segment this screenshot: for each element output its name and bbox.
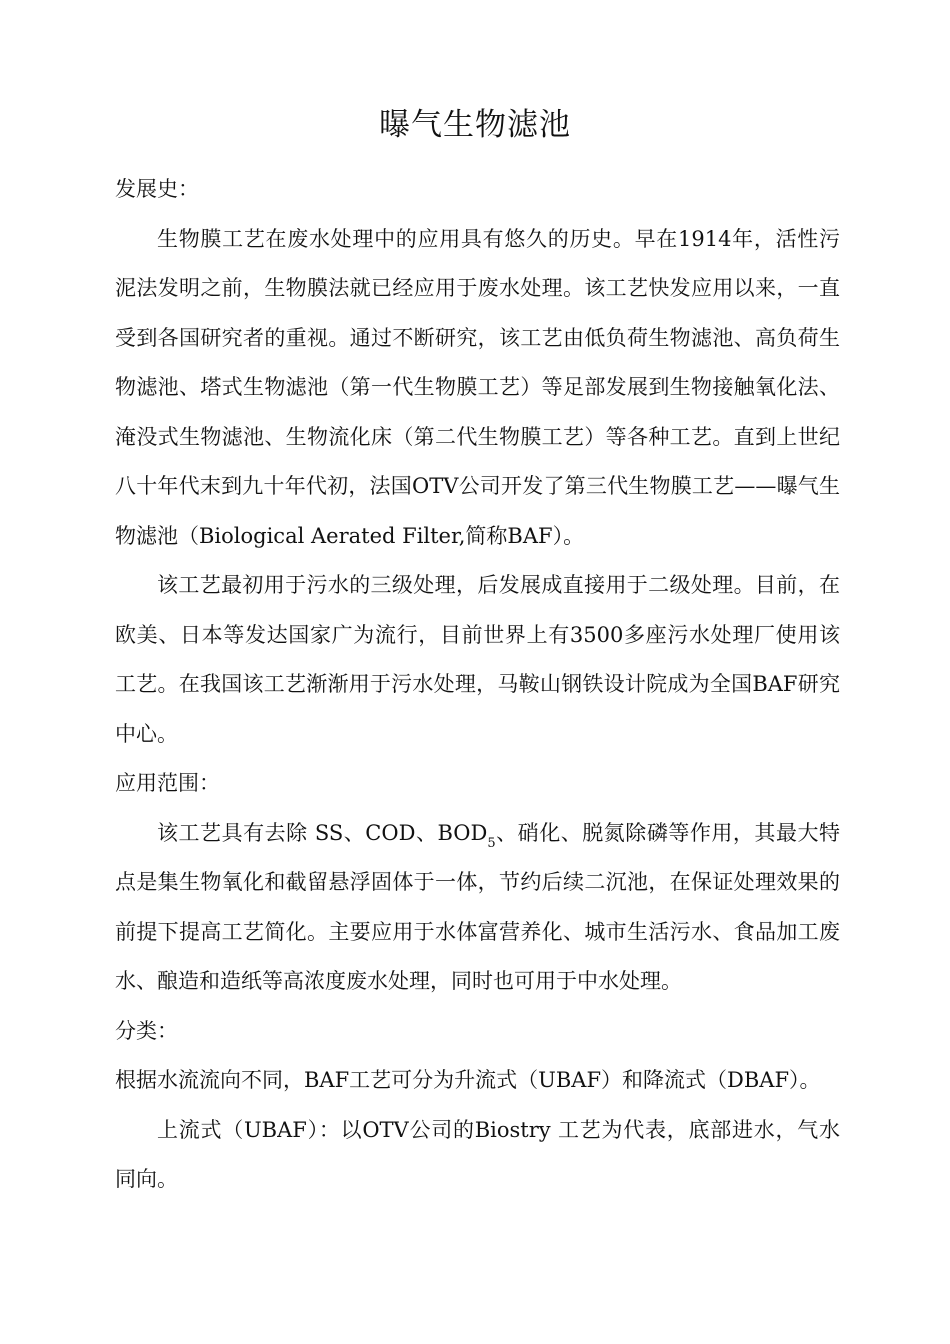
- paragraph-history-2: 该工艺最初用于污水的三级处理，后发展成直接用于二级处理。目前，在欧美、日本等发达国家广为流行，目前世界上有3500多座污水处理厂使用该工艺。在我国该工艺渐渐用于污水处理，马鞍山钢铁设计院成为全国BAF研究中心。: [115, 573, 840, 746]
- section-heading-history: 发展史：: [115, 177, 199, 201]
- page-title: 曝气生物滤池: [379, 107, 571, 143]
- paragraph-scope-1: [115, 809, 840, 1007]
- section-heading-classification: 分类：: [115, 1018, 178, 1043]
- scope-text-suffix: 、硝化、脱氮除磷等作用，其最大特点是集生物氧化和截留悬浮固体于一体，节约后续二沉池，在保证处理效果的前提下提高工艺简化。主要应用于水体富营养化、城市生活污水、食品加工废水、酿造和造纸等高浓度废水处理，同时也可用于中水处理。: [115, 820, 841, 993]
- document-body: [115, 165, 840, 1205]
- scope-text-prefix: 该工艺具有去除 SS、COD、BOD: [157, 820, 488, 845]
- bod-subscript: 5: [487, 835, 496, 851]
- paragraph-history-1: 生物膜工艺在废水处理中的应用具有悠久的历史。早在1914年，活性污泥法发明之前，生物膜法就已经应用于废水处理。该工艺快发应用以来，一直受到各国研究者的重视。通过不断研究，该工艺由低负荷生物滤池、高负荷生物滤池、塔式生物滤池（第一代生物膜工艺）等足部发展到生物接触氧化法、淹没式生物滤池、生物流化床（第二代生物膜工艺）等各种工艺。直到上世纪八十年代末到九十年代初，法国OTV公司开发了第三代生物膜工艺——曝气生物滤池（Biological Aerated Filter,简称BAF）。: [115, 226, 840, 548]
- paragraph-classification-2: 上流式（UBAF）：以OTV公司的Biostry 工艺为代表，底部进水，气水同向。: [115, 1117, 840, 1191]
- section-heading-scope: 应用范围：: [115, 771, 220, 795]
- paragraph-classification-1: 根据水流流向不同，BAF工艺可分为升流式（UBAF）和降流式（DBAF）。: [115, 1068, 821, 1092]
